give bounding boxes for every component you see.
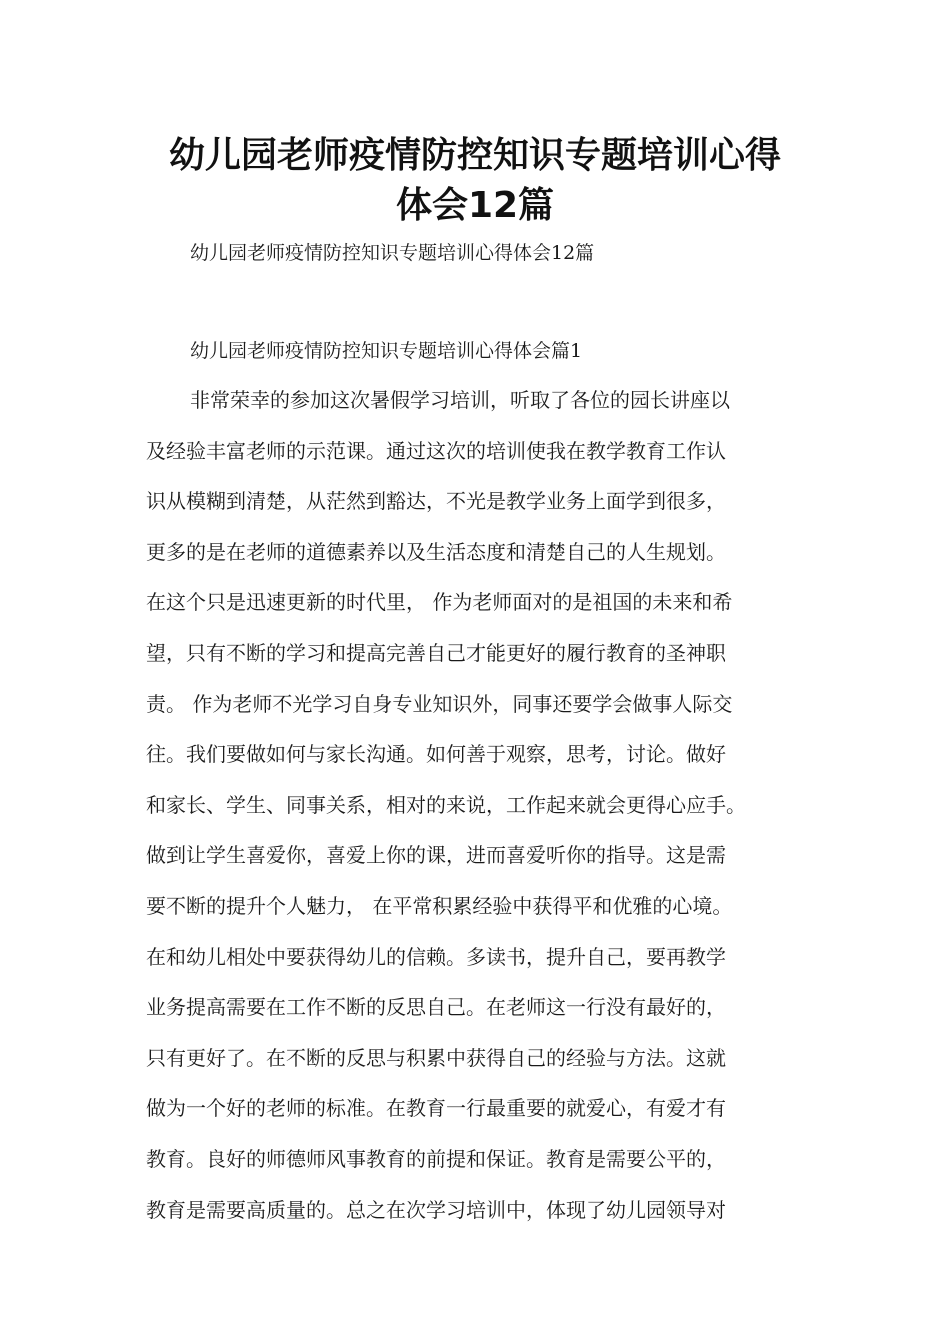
document-title-line-2: 体会12篇 — [395, 185, 555, 226]
document-title-line-1: 幼儿园老师疫情防控知识专题培训心得 — [168, 135, 781, 176]
body-line: 只有更好了。在不断的反思与积累中获得自己的经验与方法。这就 — [146, 1045, 726, 1070]
section-heading: 幼儿园老师疫情防控知识专题培训心得体会篇1 — [190, 340, 583, 362]
document-subtitle: 幼儿园老师疫情防控知识专题培训心得体会12篇 — [190, 242, 595, 264]
body-text — [146, 385, 826, 1245]
body-line: 在这个只是迅速更新的时代里， 作为老师面对的是祖国的未来和希 — [146, 590, 733, 615]
body-line: 教育。良好的师德师风事教育的前提和保证。教育是需要公平的， — [146, 1146, 726, 1171]
body-line: 要不断的提升个人魅力， 在平常积累经验中获得平和优雅的心境。 — [146, 893, 733, 918]
body-line: 往。我们要做如何与家长沟通。如何善于观察，思考，讨论。做好 — [146, 742, 726, 767]
body-line: 做为一个好的老师的标准。在教育一行最重要的就爱心，有爱才有 — [146, 1096, 726, 1121]
body-line: 做到让学生喜爱你，喜爱上你的课，进而喜爱听你的指导。这是需 — [146, 843, 726, 868]
body-line: 及经验丰富老师的示范课。通过这次的培训使我在教学教育工作认 — [146, 438, 726, 463]
body-line: 非常荣幸的参加这次暑假学习培训，听取了各位的园长讲座以 — [190, 388, 730, 412]
body-line: 望，只有不断的学习和提高完善自己才能更好的履行教育的圣神职 — [146, 640, 726, 665]
body-line: 和家长、学生、同事关系，相对的来说，工作起来就会更得心应手。 — [146, 792, 746, 817]
body-line: 业务提高需要在工作不断的反思自己。在老师这一行没有最好的， — [146, 995, 726, 1020]
body-line: 更多的是在老师的道德素养以及生活态度和清楚自己的人生规划。 — [146, 539, 726, 564]
body-line: 责。 作为老师不光学习自身专业知识外，同事还要学会做事人际交 — [146, 691, 733, 716]
body-line: 识从模糊到清楚，从茫然到豁达，不光是教学业务上面学到很多， — [146, 489, 726, 514]
body-line: 在和幼儿相处中要获得幼儿的信赖。多读书，提升自己，要再教学 — [146, 944, 726, 969]
body-line: 教育是需要高质量的。总之在次学习培训中，体现了幼儿园领导对 — [146, 1197, 726, 1222]
